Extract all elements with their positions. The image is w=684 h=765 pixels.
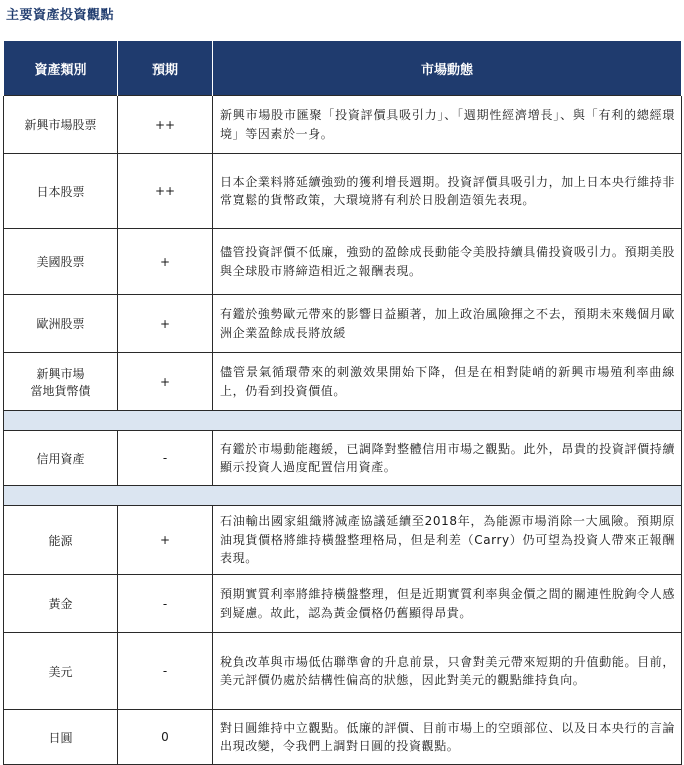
table-row <box>4 431 682 486</box>
asset-label-line2: 當地貨幣債 <box>30 383 91 398</box>
outlook-cell: 0 <box>118 710 213 765</box>
outlook-cell: + <box>118 295 213 353</box>
table-row <box>4 353 682 411</box>
comment-cell: 有鑑於市場動能趨緩，已調降對整體信用市場之觀點。此外，昂貴的投資評價持續顯示投資人過度配置信用資產。 <box>213 431 682 486</box>
comment-cell: 有鑑於強勢歐元帶來的影響日益顯著，加上政治風險揮之不去，預期未來幾個月歐洲企業盈餘成長將放緩 <box>213 295 682 353</box>
section-separator <box>4 486 682 506</box>
asset-cell: 歐洲股票 <box>4 295 118 353</box>
asset-cell: 美國股票 <box>4 229 118 295</box>
table-header-row <box>4 41 682 96</box>
outlook-cell: - <box>118 575 213 633</box>
comment-cell: 儘管投資評價不低廉，強勁的盈餘成長動能令美股持續具備投資吸引力。預期美股與全球股市將締造相近之報酬表現。 <box>213 229 682 295</box>
outlook-cell: - <box>118 431 213 486</box>
outlook-cell: - <box>118 633 213 710</box>
comment-cell: 預期實質利率將維持橫盤整理，但是近期實質利率與金價之間的關連性脫鉤令人感到疑慮。故此，認為黃金價格仍舊顯得昂貴。 <box>213 575 682 633</box>
asset-cell: 日本股票 <box>4 154 118 229</box>
table-row <box>4 96 682 154</box>
asset-outlook-table <box>3 41 682 765</box>
asset-cell: 黃金 <box>4 575 118 633</box>
outlook-cell: + <box>118 506 213 575</box>
asset-cell: 美元 <box>4 633 118 710</box>
outlook-cell: ++ <box>118 96 213 154</box>
table-row <box>4 710 682 765</box>
comment-cell: 新興市場股市匯聚「投資評價具吸引力」、「週期性經濟增長」、與「有利的總經環境」等因素於一身。 <box>213 96 682 154</box>
table-row <box>4 229 682 295</box>
outlook-cell: + <box>118 353 213 411</box>
comment-cell: 稅負改革與市場低估聯準會的升息前景，只會對美元帶來短期的升值動能。目前，美元評價仍處於結構性偏高的狀態，因此對美元的觀點維持負向。 <box>213 633 682 710</box>
header-market-comment: 市場動態 <box>213 41 682 96</box>
comment-cell: 日本企業料將延續強勁的獲利增長週期。投資評價具吸引力，加上日本央行維持非常寬鬆的貨幣政策，大環境將有利於日股創造領先表現。 <box>213 154 682 229</box>
table-row <box>4 506 682 575</box>
table-row <box>4 575 682 633</box>
asset-cell <box>4 353 118 411</box>
table-row <box>4 295 682 353</box>
outlook-cell: ++ <box>118 154 213 229</box>
page-title: 主要資產投資觀點 <box>6 8 115 23</box>
outlook-cell: + <box>118 229 213 295</box>
comment-cell: 石油輸出國家組織將減產協議延續至2018年，為能源市場消除一大風險。預期原油現貨價格將維持橫盤整理格局，但是利差（Carry）仍可望為投資人帶來正報酬表現。 <box>213 506 682 575</box>
header-outlook: 預期 <box>118 41 213 96</box>
asset-cell: 信用資產 <box>4 431 118 486</box>
comment-cell: 對日圓維持中立觀點。低廉的評價、目前市場上的空頭部位、以及日本央行的言論出現改變，令我們上調對日圓的投資觀點。 <box>213 710 682 765</box>
header-asset-class: 資產類別 <box>4 41 118 96</box>
asset-cell: 日圓 <box>4 710 118 765</box>
table-row <box>4 633 682 710</box>
asset-cell: 新興市場股票 <box>4 96 118 154</box>
section-separator <box>4 411 682 431</box>
asset-label-line1: 新興市場 <box>36 366 85 381</box>
asset-cell: 能源 <box>4 506 118 575</box>
comment-cell: 儘管景氣循環帶來的刺激效果開始下降，但是在相對陡峭的新興市場殖利率曲線上，仍看到投資價值。 <box>213 353 682 411</box>
table-row <box>4 154 682 229</box>
